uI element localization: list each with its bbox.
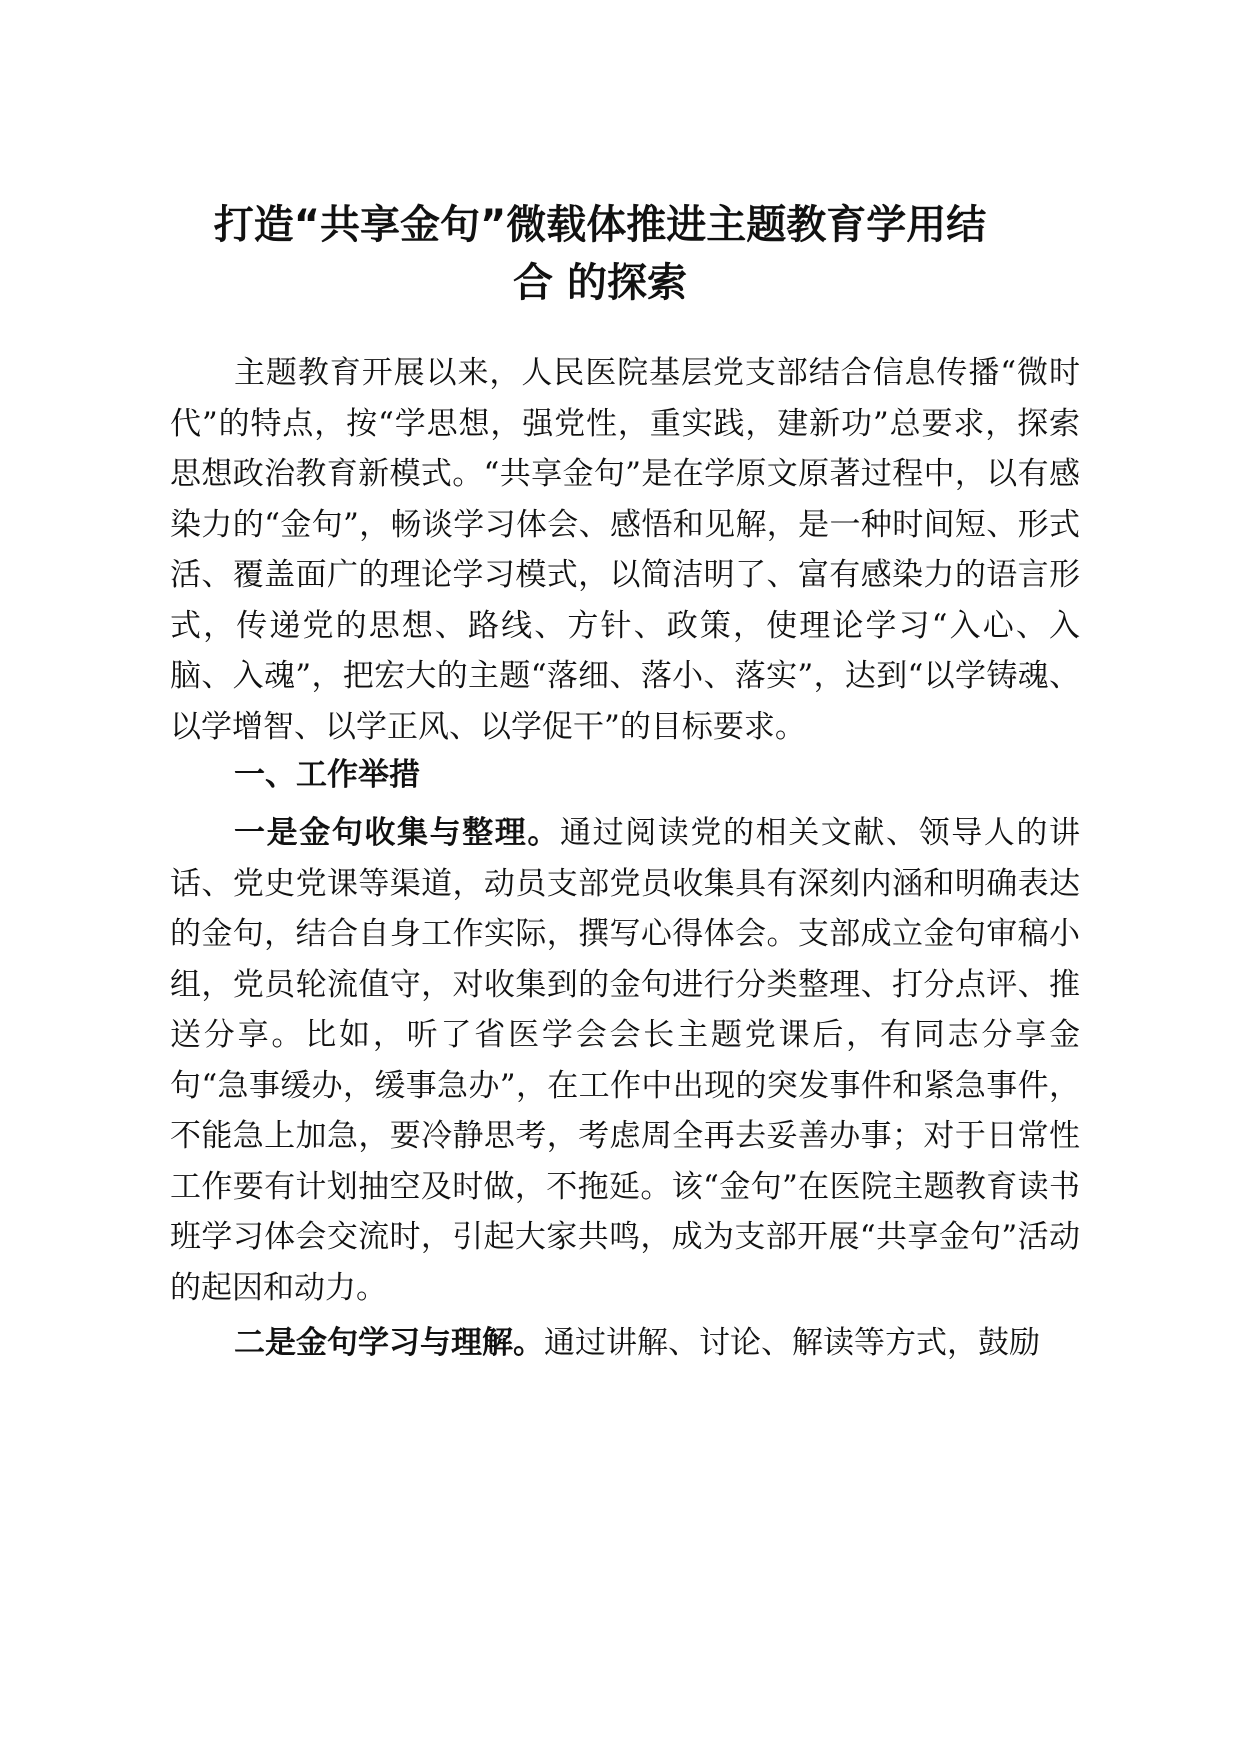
measure-2-lead: 二是金句学习与理解。 [234,1325,544,1361]
section-heading-work-measures: 一、工作举措 [234,757,420,793]
document-title-line-2: 合 的探索 [513,260,687,306]
document-title [150,196,1050,312]
intro-paragraph: 主题教育开展以来，人民医院基层党支部结合信息传播“微时代”的特点，按“学思想，强党性，重实践，建新功”总要求，探索思想政治教育新模式。“共享金句”是在学原文原著过程中，以有感染力的“金句”，畅谈学习体会、感悟和见解，是一种时间短、形式活、覆盖面广的理论学习模式，以简洁明了、富有感染力的语言形式，传递党的思想、路线、方针、政策，使理论学习“入心、入脑、入魂”，把宏大的主题“落细、落小、落实”，达到“以学铸魂、以学增智、以学正风、以学促干”的目标要求。 [170,355,1080,745]
measure-2-body: 通过讲解、讨论、解读等方式，鼓励 [544,1325,1040,1361]
measure-1-lead: 一是金句收集与整理。 [234,815,560,851]
measure-1-body: 通过阅读党的相关文献、领导人的讲话、党史党课等渠道，动员支部党员收集具有深刻内涵和明确表达的金句，结合自身工作实际，撰写心得体会。支部成立金句审稿小组，党员轮流值守，对收集到的金句进行分类整理、打分点评、推送分享。比如，听了省医学会会长主题党课后，有同志分享金句“急事缓办，缓事急办”，在工作中出现的突发事件和紧急事件，不能急上加急，要冷静思考，考虑周全再去妥善办事；对于日常性工作要有计划抽空及时做，不拖延。该“金句”在医院主题教育读书班学习体会交流时，引起大家共鸣，成为支部开展“共享金句”活动的起因和动力。 [170,815,1080,1306]
measure-paragraph-1 [170,808,1080,1313]
measure-paragraph-2 [170,1318,1080,1369]
document-title-line-1: 打造“共享金句”微载体推进主题教育学用结 [213,202,987,248]
